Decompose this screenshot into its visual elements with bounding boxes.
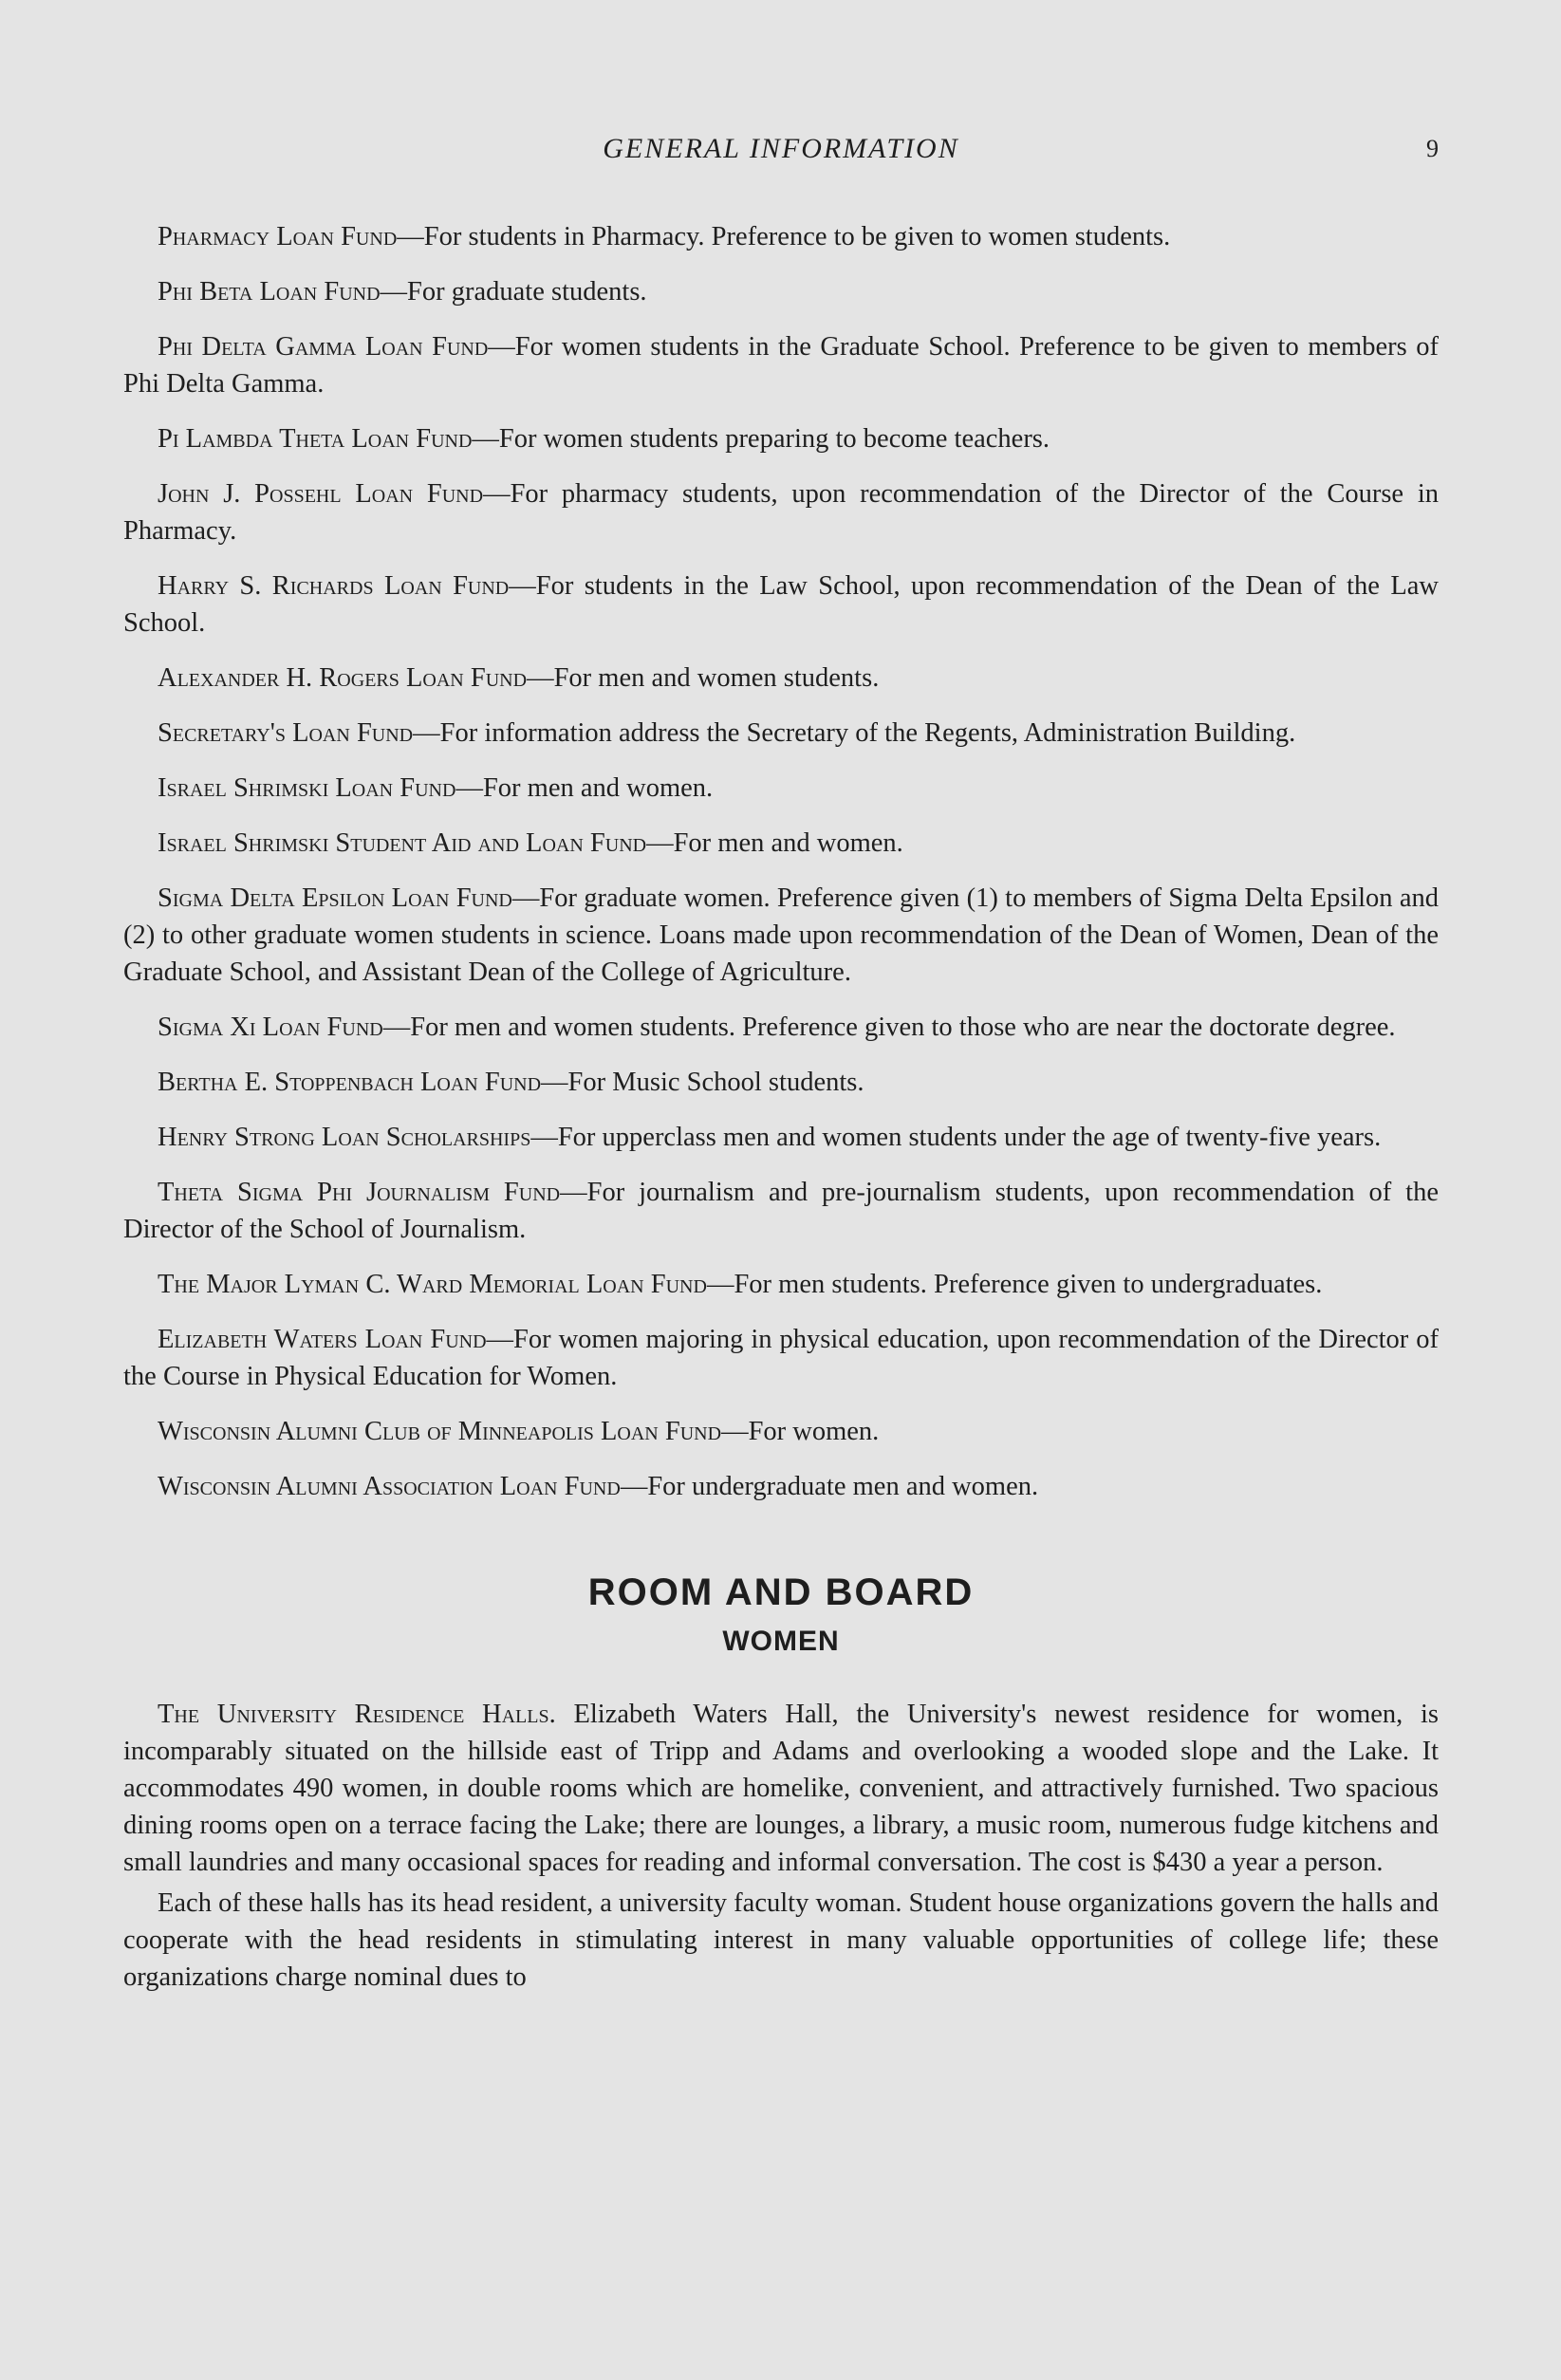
residence-halls-paragraph bbox=[123, 1696, 1439, 1881]
section-title: ROOM AND BOARD bbox=[587, 1571, 975, 1613]
loan-fund-entry bbox=[123, 1009, 1439, 1046]
fund-name: Secretary's Loan Fund bbox=[158, 718, 414, 748]
paragraph-text: Elizabeth Waters Hall, the University's newest residence for women, is incomparably situated on the hillside east of Tripp and Adams and overlooking a wooded slope and the Lake. It accommodates 490 women, in double rooms which are homelike, convenient, and attractively furnished. Two spacious dining rooms open on a terrace facing the Lake; there are lounges, a library, a music room, numerous fudge kitchens and small laundries and many occasional spaces for reading and informal conversation. The cost is $430 a year a person. bbox=[123, 1700, 1439, 1877]
fund-description: —For men and women. bbox=[455, 773, 714, 803]
fund-description: —For graduate women. Preference given (1) to members of Sigma Delta Epsilon and (2) to other graduate women students in science. Loans made upon recommendation of the Dean of Women, Dean of the Graduate School, and Assistant Dean of the College of Agriculture. bbox=[123, 883, 1439, 987]
loan-fund-entry bbox=[123, 1413, 1439, 1450]
loan-fund-entry bbox=[123, 1321, 1439, 1395]
fund-description: —For women. bbox=[721, 1417, 880, 1446]
fund-description: —For women majoring in physical education, upon recommendation of the Director of the Course in Physical Education for Women. bbox=[123, 1325, 1439, 1391]
fund-name: Elizabeth Waters Loan Fund bbox=[158, 1325, 487, 1354]
fund-description: —For women students preparing to become teachers. bbox=[472, 424, 1050, 454]
fund-name: Alexander H. Rogers Loan Fund bbox=[158, 663, 528, 693]
fund-name: Phi Delta Gamma Loan Fund bbox=[158, 332, 489, 362]
fund-name: Harry S. Richards Loan Fund bbox=[158, 571, 510, 601]
running-title: GENERAL INFORMATION bbox=[603, 133, 959, 164]
fund-description: —For men and women students. bbox=[527, 663, 880, 693]
loan-fund-entry bbox=[123, 1064, 1439, 1101]
loan-fund-entry bbox=[123, 567, 1439, 641]
head-resident-paragraph: Each of these halls has its head resident, a university faculty woman. Student house organizations govern the halls and cooperate with the head residents in stimulating interest in many valuable opportunities of college life; these organizations charge nominal dues to bbox=[123, 1888, 1439, 1992]
loan-fund-entry bbox=[123, 880, 1439, 991]
loan-fund-entry bbox=[123, 273, 1439, 310]
loan-fund-entry bbox=[123, 825, 1439, 862]
fund-name: Henry Strong Loan Scholarships bbox=[158, 1123, 531, 1152]
loan-fund-entry bbox=[123, 1266, 1439, 1303]
fund-name: Theta Sigma Phi Journalism Fund bbox=[158, 1178, 561, 1207]
fund-name: The Major Lyman C. Ward Memorial Loan Fund bbox=[158, 1270, 707, 1299]
fund-name: Pi Lambda Theta Loan Fund bbox=[158, 424, 473, 454]
fund-description: —For upperclass men and women students under the age of twenty-five years. bbox=[530, 1123, 1382, 1152]
fund-name: Israel Shrimski Student Aid and Loan Fund bbox=[158, 828, 647, 858]
loan-fund-entry bbox=[123, 770, 1439, 807]
fund-name: Wisconsin Alumni Club of Minneapolis Loan Fund bbox=[158, 1417, 722, 1446]
fund-description: —For men and women. bbox=[646, 828, 903, 858]
running-head bbox=[123, 133, 1439, 178]
fund-name: Phi Beta Loan Fund bbox=[158, 277, 381, 307]
fund-name: Sigma Delta Epsilon Loan Fund bbox=[158, 883, 512, 913]
loan-fund-entry bbox=[123, 218, 1439, 255]
fund-description: —For graduate students. bbox=[380, 277, 647, 307]
fund-description: —For information address the Secretary of the Regents, Administration Building. bbox=[413, 718, 1296, 748]
fund-name: Bertha E. Stoppenbach Loan Fund bbox=[158, 1068, 542, 1097]
fund-name: John J. Possehl Loan Fund bbox=[158, 479, 484, 509]
page-number: 9 bbox=[1426, 135, 1439, 162]
loan-fund-list bbox=[123, 218, 1439, 1505]
document-page bbox=[123, 133, 1439, 1999]
loan-fund-entry bbox=[123, 715, 1439, 752]
loan-fund-entry bbox=[123, 1468, 1439, 1505]
section-subtitle: WOMEN bbox=[722, 1626, 840, 1657]
fund-description: —For pharmacy students, upon recommendation of the Director of the Course in Pharmacy. bbox=[123, 479, 1439, 546]
fund-description: —For men students. Preference given to undergraduates. bbox=[706, 1270, 1323, 1299]
loan-fund-entry bbox=[123, 328, 1439, 402]
fund-description: —For Music School students. bbox=[541, 1068, 864, 1097]
fund-description: —For undergraduate men and women. bbox=[620, 1472, 1039, 1501]
fund-description: —For women students in the Graduate School. Preference to be given to members of Phi Delta Gamma. bbox=[123, 332, 1439, 399]
fund-name: Sigma Xi Loan Fund bbox=[158, 1013, 383, 1042]
fund-name: Pharmacy Loan Fund bbox=[158, 222, 398, 251]
fund-description: —For students in Pharmacy. Preference to be given to women students. bbox=[397, 222, 1171, 251]
loan-fund-entry bbox=[123, 475, 1439, 549]
fund-name: Israel Shrimski Loan Fund bbox=[158, 773, 456, 803]
loan-fund-entry bbox=[123, 1119, 1439, 1156]
loan-fund-entry bbox=[123, 420, 1439, 457]
loan-fund-entry bbox=[123, 660, 1439, 697]
loan-fund-entry bbox=[123, 1174, 1439, 1248]
fund-name: Wisconsin Alumni Association Loan Fund bbox=[158, 1472, 621, 1501]
fund-description: —For journalism and pre-journalism students, upon recommendation of the Director of the School of Journalism. bbox=[123, 1178, 1439, 1244]
fund-description: —For students in the Law School, upon recommendation of the Dean of the Law School. bbox=[123, 571, 1439, 638]
paragraph-lead-in: The University Residence Halls. bbox=[158, 1700, 556, 1729]
fund-description: —For men and women students. Preference given to those who are near the doctorate degree. bbox=[382, 1013, 1396, 1042]
